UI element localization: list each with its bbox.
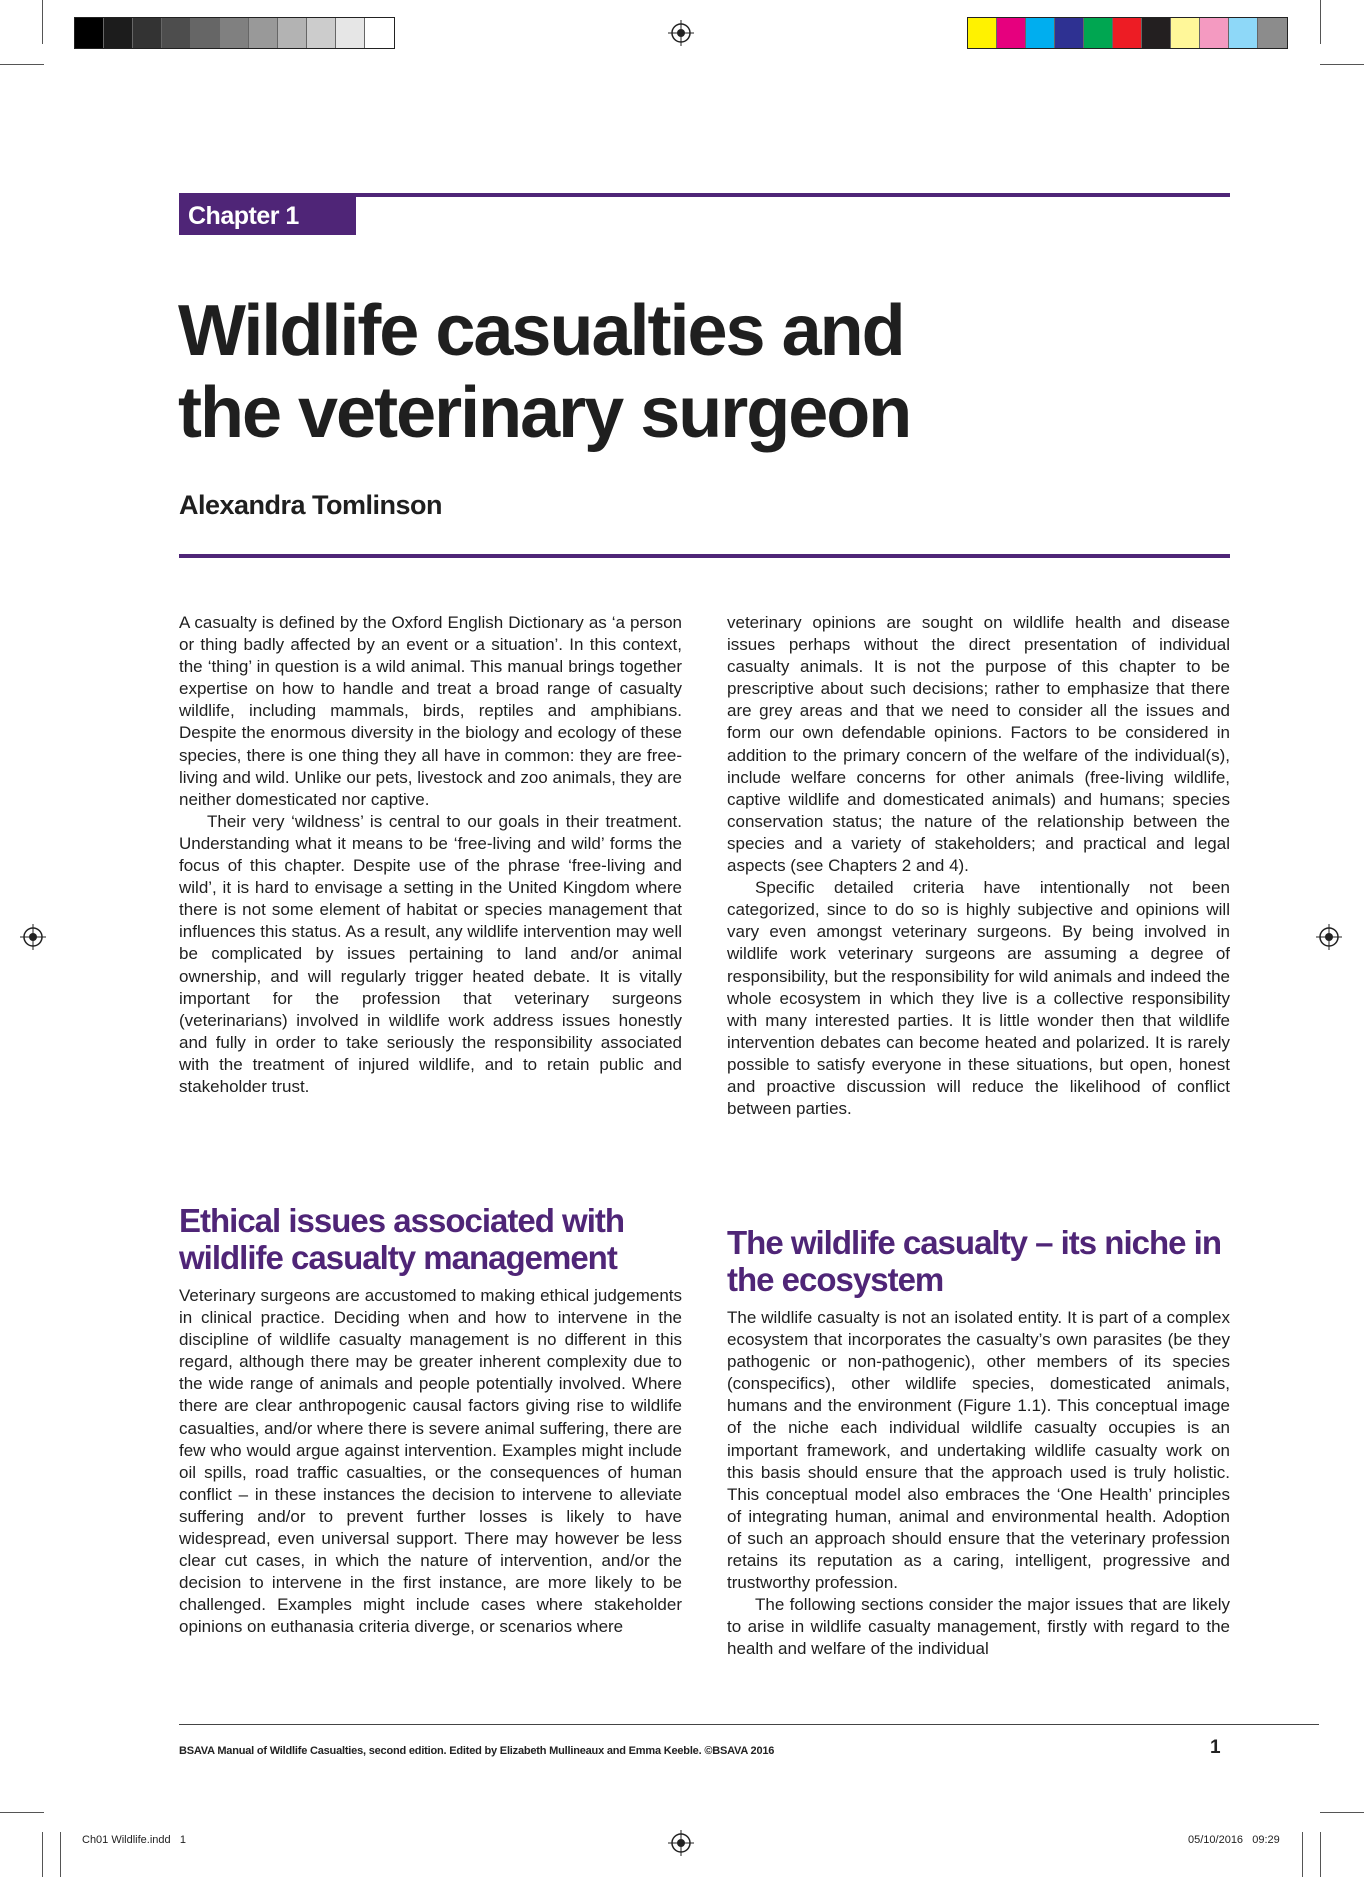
crop-mark-top-left-v <box>42 0 43 44</box>
chapter-title-line-1: Wildlife casualties and <box>178 291 904 371</box>
color-swatch <box>1026 18 1055 48</box>
grayscale-swatch <box>104 18 133 48</box>
color-swatch <box>1171 18 1200 48</box>
color-bar <box>967 17 1288 49</box>
crop-mark-bottom-right-v <box>1320 1832 1321 1877</box>
paragraph: Veterinary surgeons are accustomed to making ethical judgements in clinical practice. Deciding when and how to intervene in the discipline of wildlife casualty management is no different in this regard, although there may be greater inherent complexity due to the wide range of animals and people potentially involved. Where there are clear anthropogenic causal factors giving rise to wildlife casualties, and/or where there is severe animal suffering, there are few who would argue against intervention. Examples might include oil spills, road traffic casualties, or the consequences of human conflict – in these instances the decision to intervene to alleviate suffering and/or to prevent further losses is likely to have widespread, even universal support. There may however be less clear cut cases, in which the nature of intervention, and/or the decision to intervene in the first instance, are more likely to be challenged. Examples might include cases where stakeholder opinions on euthanasia criteria diverge, or scenarios where <box>179 1286 682 1637</box>
grayscale-swatch <box>220 18 249 48</box>
crop-mark-bottom-right-v2 <box>1302 1832 1303 1877</box>
color-swatch <box>1113 18 1142 48</box>
color-swatch <box>1229 18 1258 48</box>
registration-mark-right-icon <box>1316 924 1342 950</box>
chapter-title-line-2: the veterinary surgeon <box>178 373 911 453</box>
registration-mark-top-icon <box>668 20 694 46</box>
grayscale-swatch <box>133 18 162 48</box>
grayscale-swatch <box>336 18 365 48</box>
crop-mark-bottom-left-h <box>0 1812 44 1813</box>
color-swatch <box>1258 18 1287 48</box>
left-column-intro <box>179 612 682 1098</box>
grayscale-swatch <box>307 18 336 48</box>
footer-citation: BSAVA Manual of Wildlife Casualties, second edition. Edited by Elizabeth Mullineaux and Emma Keeble. ©BSAVA 2016 <box>179 1745 775 1757</box>
slug-datetime: 05/10/2016 09:29 <box>1188 1834 1280 1846</box>
paragraph: Their very ‘wildness’ is central to our goals in their treatment. Understanding what it means to be ‘free-living and wild’ forms the focus of this chapter. Despite use of the phrase ‘free-living and wild’, it is hard to envisage a setting in the United Kingdom where there is not some element of habitat or species management that influences this status. As a result, any wildlife intervention may well be complicated by issues pertaining to land and/or animal ownership, and will regularly trigger heated debate. It is vitally important for the profession that veterinary surgeons (veterinarians) involved in wildlife work address issues honestly and fully in order to take seriously the responsibility associated with the treatment of injured wildlife, and to retain public and stakeholder trust. <box>179 811 682 1096</box>
paragraph: A casualty is defined by the Oxford English Dictionary as ‘a person or thing badly affected by an event or a situation’. In this context, the ‘thing’ in question is a wild animal. This manual brings together expertise on how to handle and treat a broad range of casualty wildlife, including mammals, birds, reptiles and amphibians. Despite the enormous diversity in the biology and ecology of these species, there is one thing they all have in common: they are free-living and wild. Unlike our pets, livestock and zoo animals, they are neither domesticated nor captive. <box>179 613 682 809</box>
grayscale-swatch <box>365 18 394 48</box>
author-name: Alexandra Tomlinson <box>179 490 443 520</box>
crop-mark-bottom-left-v2 <box>60 1832 61 1877</box>
paragraph: The following sections consider the major issues that are likely to arise in wildlife casualty management, firstly with regard to the health and welfare of the individual <box>727 1595 1230 1659</box>
grayscale-swatch <box>278 18 307 48</box>
right-column-niche <box>727 1307 1230 1661</box>
crop-mark-top-left-h <box>0 64 44 65</box>
paragraph: veterinary opinions are sought on wildlife health and disease issues perhaps without the direct presentation of individual casualty animals. It is not the purpose of this chapter to be prescriptive about such decisions; rather to emphasize that there are grey areas and that we need to consider all the issues and form our own defendable opinions. Factors to be considered in addition to the primary concern of the welfare of the individual(s), include welfare concerns for other animals (free-living wildlife, captive wildlife and domesticated animals) and humans; species conservation status; the nature of the relationship between the species and a variety of stakeholders; and practical and legal aspects (see Chapters 2 and 4). <box>727 613 1230 876</box>
registration-mark-left-icon <box>20 924 46 950</box>
color-swatch <box>1084 18 1113 48</box>
slug-filename: Ch01 Wildlife.indd 1 <box>82 1834 186 1846</box>
grayscale-bar <box>74 17 395 49</box>
page-number: 1 <box>1210 1737 1221 1758</box>
crop-mark-bottom-right-h <box>1320 1812 1364 1813</box>
color-swatch <box>1200 18 1229 48</box>
section-heading-ethical-issues: Ethical issues associated with wildlife casualty management <box>179 1202 625 1276</box>
paragraph: Specific detailed criteria have intentionally not been categorized, since to do so is highly subjective and opinions will vary even amongst veterinary surgeons. By being involved in wildlife work veterinary surgeons are assuming a degree of responsibility, but the responsibility for wild animals and indeed the whole ecosystem in which they live is a collective responsibility with many interested parties. It is little wonder then that wildlife intervention debates can become heated and polarized. It is rarely possible to satisfy everyone in these situations, but open, honest and proactive discussion will reduce the likelihood of conflict between parties. <box>727 878 1230 1119</box>
footer-rule <box>179 1724 1319 1725</box>
left-column-ethical <box>179 1285 682 1639</box>
grayscale-swatch <box>162 18 191 48</box>
grayscale-swatch <box>249 18 278 48</box>
color-swatch <box>1142 18 1171 48</box>
crop-mark-top-right-v <box>1320 0 1321 44</box>
chapter-label: Chapter 1 <box>179 197 356 235</box>
paragraph: The wildlife casualty is not an isolated entity. It is part of a complex ecosystem that incorporates the casualty’s own parasites (be they pathogenic or non-pathogenic), other members of its species (conspecifics), other wildlife species, domesticated animals, humans and the environment (Figure 1.1). This conceptual image of the niche each individual wildlife casualty occupies is an important framework, and undertaking wildlife casualty work on this basis should ensure that the approach used is truly holistic. This conceptual model also embraces the ‘One Health’ principles of integrating human, animal and environmental health. Adoption of such an approach should ensure that the veterinary profession retains its reputation as a caring, intelligent, progressive and trustworthy profession. <box>727 1308 1230 1593</box>
right-column-intro <box>727 612 1230 1120</box>
color-swatch <box>1055 18 1084 48</box>
registration-mark-bottom-icon <box>668 1830 694 1856</box>
section-heading-niche: The wildlife casualty – its niche in the ecosystem <box>727 1224 1221 1298</box>
crop-mark-bottom-left-v <box>42 1832 43 1877</box>
color-swatch <box>968 18 997 48</box>
grayscale-swatch <box>191 18 220 48</box>
grayscale-swatch <box>75 18 104 48</box>
crop-mark-top-right-h <box>1320 64 1364 65</box>
title-rule <box>179 554 1230 558</box>
color-swatch <box>997 18 1026 48</box>
chapter-title <box>178 290 1078 454</box>
